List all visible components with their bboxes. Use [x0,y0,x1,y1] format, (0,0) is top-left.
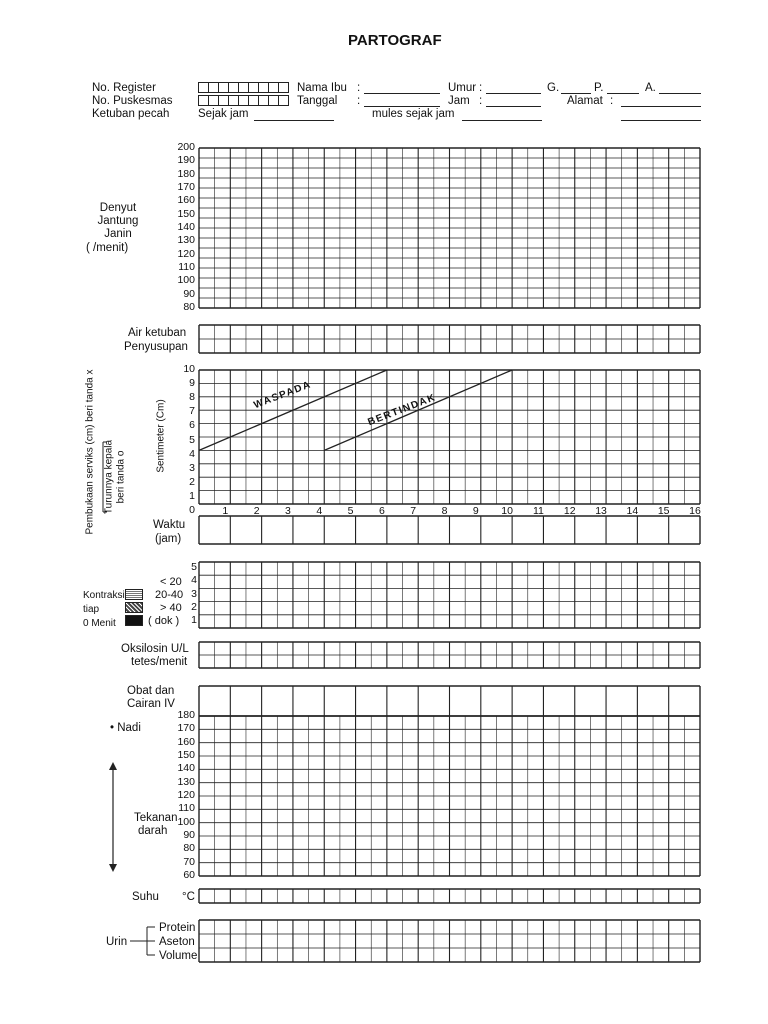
hour-label: 11 [532,505,544,517]
tick-label: 60 [183,869,195,881]
tanggal-label: Tanggal [297,95,338,107]
umur-colon: : [479,82,483,94]
obat-label-2: Cairan IV [127,698,175,710]
tick-label: 130 [177,775,195,788]
nadi-label: • Nadi [110,722,141,734]
no-puskesmas-boxes[interactable] [198,95,288,106]
tick-label: 9 [189,377,195,390]
hour-label: 12 [563,505,576,517]
legend-solid-box [125,615,143,626]
no-puskesmas-label: No. Puskesmas [92,95,173,107]
kontraksi-gt40: > 40 [160,602,182,614]
tick-label: 5 [191,561,197,573]
tick-label: 0 [189,504,195,516]
mules-sejak-jam-field[interactable] [462,120,542,121]
tick-label: 190 [177,154,195,167]
tick-label: 150 [177,207,195,220]
tick-label: 8 [189,391,195,404]
tick-label: 130 [177,234,195,247]
urin-volume-label: Volume [159,950,198,962]
bertindak-line-label: BERTINDAK [366,391,438,429]
tick-label: 2 [189,475,195,488]
djj-label-2: Jantung [97,215,139,227]
tick-label: 5 [189,433,195,446]
tick-label: 170 [177,181,195,193]
nadi-grid[interactable] [199,716,700,876]
tanggal-field[interactable] [364,106,440,107]
oksitosin-grid[interactable] [199,642,700,668]
oksitosin-label-1: Oksilosin U/L [121,643,189,655]
tick-label: 90 [183,829,195,841]
hour-label: 15 [657,505,670,517]
tick-label: 6 [189,419,195,432]
umur-field[interactable] [486,93,541,94]
turunnya-kepala-label-1: Turunnya kepala [103,439,115,515]
tick-label: 70 [183,855,195,868]
suhu-label: Suhu [132,891,159,903]
tick-label: 1 [189,489,195,502]
hour-label: 2 [253,505,260,517]
jam-field[interactable] [486,106,541,107]
p-label: P. [594,82,604,94]
penyusupan-label: Penyusupan [124,341,188,353]
hour-label: 7 [410,505,417,517]
no-register-label: No. Register [92,82,156,94]
nama-ibu-label: Nama Ibu [297,82,347,94]
tick-label: 160 [177,194,195,207]
ketuban-grid[interactable] [199,325,700,353]
turunnya-kepala-label-2: beri tanda o [115,450,127,504]
alamat-field[interactable] [621,106,701,107]
tick-label: 3 [189,461,195,474]
tick-label: 80 [183,842,195,855]
hour-label: 1 [222,505,229,517]
a-field[interactable] [659,93,701,94]
tick-label: 80 [183,301,195,313]
waktu-grid[interactable] [199,516,700,544]
tick-label: 4 [189,447,195,460]
oksitosin-label-2: tetes/menit [131,656,188,668]
tick-label: 120 [177,247,195,260]
djj-label-1: Denyut [99,202,137,214]
hour-label: 5 [347,505,354,517]
alamat-label: Alamat [567,95,603,107]
tick-label: 200 [177,141,195,153]
tekanan-label-2: darah [138,825,168,837]
mules-sejak-jam-label: mules sejak jam [372,108,455,120]
jam-label: Jam [448,95,470,107]
air-ketuban-label: Air ketuban [128,327,187,339]
obat-grid[interactable] [199,686,700,716]
tick-label: 180 [177,167,195,180]
urin-grid[interactable] [199,920,700,962]
tick-label: 7 [189,405,195,418]
urin-label: Urin [106,936,128,948]
pembukaan-serviks-label: Pembukaan serviks (cm) beri tanda x [84,369,96,535]
alamat-field-line2[interactable] [621,120,701,121]
tick-label: 10 [183,363,195,375]
tick-label: 110 [178,802,195,815]
kontraksi-20-40: 20-40 [155,589,184,601]
hour-label: 6 [378,505,385,517]
tick-label: 4 [191,574,197,587]
legend-dots-box [125,589,143,600]
waspada-line-label: WASPADA [252,379,314,412]
hour-label: 9 [472,505,479,517]
djj-label-3: Janin [104,228,132,240]
tick-label: 90 [183,287,195,300]
kontraksi-grid[interactable] [199,562,700,628]
tanggal-colon: : [357,95,361,107]
hour-label: 4 [316,505,323,517]
hour-label: 14 [626,505,639,517]
no-register-boxes[interactable] [198,82,288,93]
kontraksi-lt20: < 20 [160,576,182,588]
tick-label: 150 [177,749,195,761]
tick-label: 1 [191,614,197,626]
urin-aseton-label: Aseton [159,936,195,948]
tick-label: 180 [177,709,195,721]
suhu-unit: °C [182,891,195,903]
djj-grid[interactable] [199,148,700,308]
tick-label: 140 [177,762,195,775]
hour-label: 8 [441,505,448,517]
serviks-grid[interactable] [199,370,700,504]
nama-ibu-colon: : [357,82,361,94]
tick-label: 3 [191,587,197,600]
umur-label: Umur [448,82,477,94]
g-field[interactable] [561,93,591,94]
g-label: G. [547,82,560,94]
hour-label: 16 [689,505,701,517]
tick-label: 120 [177,789,195,801]
ketuban-pecah-label: Ketuban pecah [92,108,170,120]
tick-label: 110 [178,261,195,273]
arrow-up-icon [109,762,117,770]
kontraksi-label-3: 0 Menit [83,618,116,629]
obat-label-1: Obat dan [127,685,175,697]
waktu-jam-label: (jam) [155,533,182,545]
kontraksi-label-1: Kontraksi [83,590,125,601]
sejak-jam-label: Sejak jam [198,108,249,120]
djj-label-4: ( /menit) [86,242,129,254]
tick-label: 100 [177,815,195,828]
sentimeter-axis-label: Sentimeter (Cm) [155,399,167,473]
alamat-colon: : [610,95,614,107]
tick-label: 170 [177,722,195,735]
legend-hatch-box [125,602,143,613]
nama-ibu-field[interactable] [364,93,440,94]
urin-protein-label: Protein [159,922,196,934]
tick-label: 160 [177,735,195,748]
a-label: A. [645,82,656,94]
tick-label: 2 [191,600,197,613]
suhu-grid[interactable] [199,889,700,903]
tick-label: 140 [177,221,195,233]
waktu-label: Waktu [153,519,186,531]
sejak-jam-field[interactable] [254,120,334,121]
hour-label: 13 [595,505,607,517]
kontraksi-label-2: tiap [83,604,100,615]
hour-label: 3 [285,505,291,517]
p-field[interactable] [607,93,639,94]
kontraksi-dok: ( dok ) [148,615,180,627]
hour-label: 10 [501,505,513,517]
jam-colon: : [479,95,483,107]
tekanan-label-1: Tekanan [134,812,178,824]
page-title: PARTOGRAF [348,32,442,49]
arrow-down-icon [109,864,117,872]
tick-label: 100 [177,274,195,287]
